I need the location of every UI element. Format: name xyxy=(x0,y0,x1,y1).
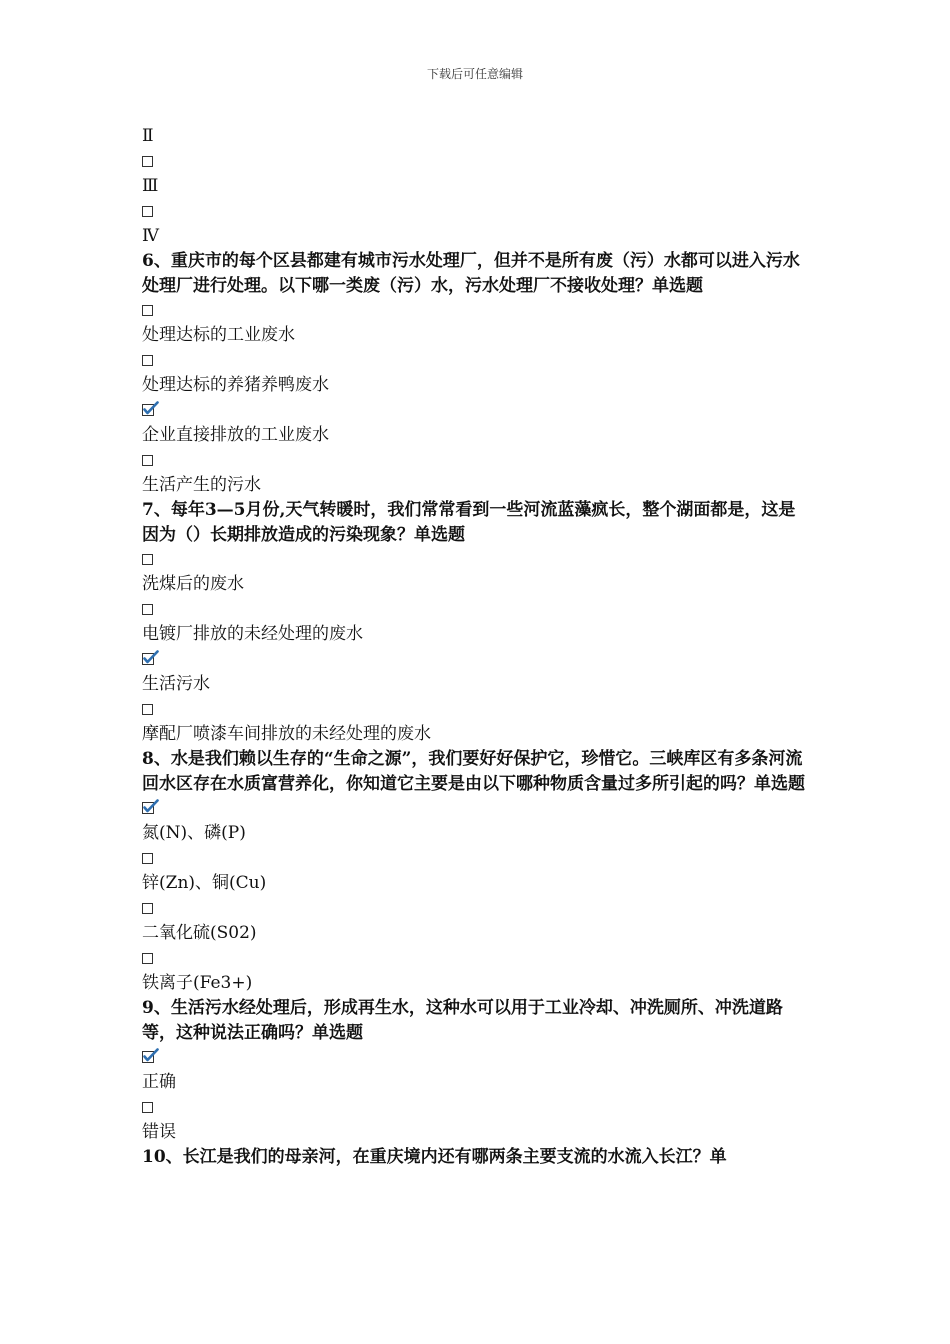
option-label: 生活产生的污水 xyxy=(142,475,261,495)
question-text: 6、重庆市的每个区县都建有城市污水处理厂，但并不是所有废（污）水都可以进入污水处理厂进行处理。以下哪一类废（污）水，污水处理厂不接收处理？单选题 xyxy=(142,251,800,296)
option-row xyxy=(142,1095,812,1120)
option-row xyxy=(142,448,812,473)
page-header: 下载后可任意编辑 xyxy=(426,67,523,81)
checkbox-checked-icon[interactable] xyxy=(142,401,159,416)
checkbox-unchecked[interactable] xyxy=(142,554,153,565)
question-text: 9、生活污水经处理后，形成再生水，这种水可以用于工业冷却、冲洗厕所、冲洗道路等，这种说法正确吗？单选题 xyxy=(142,998,783,1043)
option-row xyxy=(142,348,812,373)
checkbox-checked-icon[interactable] xyxy=(142,650,159,665)
option-row xyxy=(142,647,812,672)
checkbox-unchecked[interactable] xyxy=(142,903,153,914)
question-text: 8、水是我们赖以生存的“生命之源”，我们要好好保护它，珍惜它。三峡库区有多条河流回水区存在水质富营养化，你知道它主要是由以下哪种物质含量过多所引起的吗？单选题 xyxy=(142,749,805,794)
checkbox-unchecked[interactable] xyxy=(142,604,153,615)
checkbox-unchecked[interactable] xyxy=(142,953,153,964)
option-label: 生活污水 xyxy=(142,674,210,694)
option-row xyxy=(142,398,812,423)
option-row xyxy=(142,796,812,821)
question-text: 7、每年3—5月份,天气转暖时，我们常常看到一些河流蓝藻疯长，整个湖面都是，这是因为（）长期排放造成的污染现象？单选题 xyxy=(142,500,796,545)
option-row xyxy=(142,199,812,224)
option-row xyxy=(142,298,812,323)
option-label: 电镀厂排放的未经处理的废水 xyxy=(142,624,363,644)
option-label: 正确 xyxy=(142,1072,176,1092)
checkbox-unchecked[interactable] xyxy=(142,206,153,217)
option-label: 洗煤后的废水 xyxy=(142,574,244,594)
option-label: Ⅲ xyxy=(142,176,159,196)
option-row xyxy=(142,946,812,971)
checkbox-checked-icon[interactable] xyxy=(142,799,159,814)
question-list xyxy=(142,124,812,1170)
option-label: Ⅳ xyxy=(142,226,159,246)
checkbox-unchecked[interactable] xyxy=(142,305,153,316)
option-row xyxy=(142,1045,812,1070)
option-label: 铁离子(Fe3+) xyxy=(142,973,253,993)
checkbox-unchecked[interactable] xyxy=(142,455,153,466)
option-label: 处理达标的工业废水 xyxy=(142,325,295,345)
option-label: 错误 xyxy=(142,1122,176,1142)
option-row xyxy=(142,846,812,871)
checkbox-unchecked[interactable] xyxy=(142,156,153,167)
option-label: 二氧化硫(S02) xyxy=(142,923,257,943)
checkbox-unchecked[interactable] xyxy=(142,704,153,715)
option-label: 氮(N)、磷(P) xyxy=(142,823,246,843)
checkbox-unchecked[interactable] xyxy=(142,1102,153,1113)
option-row xyxy=(142,547,812,572)
option-label: 摩配厂喷漆车间排放的未经处理的废水 xyxy=(142,724,431,744)
option-row xyxy=(142,697,812,722)
option-row xyxy=(142,896,812,921)
checkbox-checked-icon[interactable] xyxy=(142,1048,159,1063)
option-label: 锌(Zn)、铜(Cu) xyxy=(142,873,267,893)
option-row xyxy=(142,597,812,622)
question-text: 10、长江是我们的母亲河，在重庆境内还有哪两条主要支流的水流入长江？单 xyxy=(142,1147,727,1167)
option-label: 处理达标的养猪养鸭废水 xyxy=(142,375,329,395)
option-row xyxy=(142,149,812,174)
option-label: Ⅱ xyxy=(142,126,154,146)
option-label: 企业直接排放的工业废水 xyxy=(142,425,329,445)
checkbox-unchecked[interactable] xyxy=(142,355,153,366)
checkbox-unchecked[interactable] xyxy=(142,853,153,864)
